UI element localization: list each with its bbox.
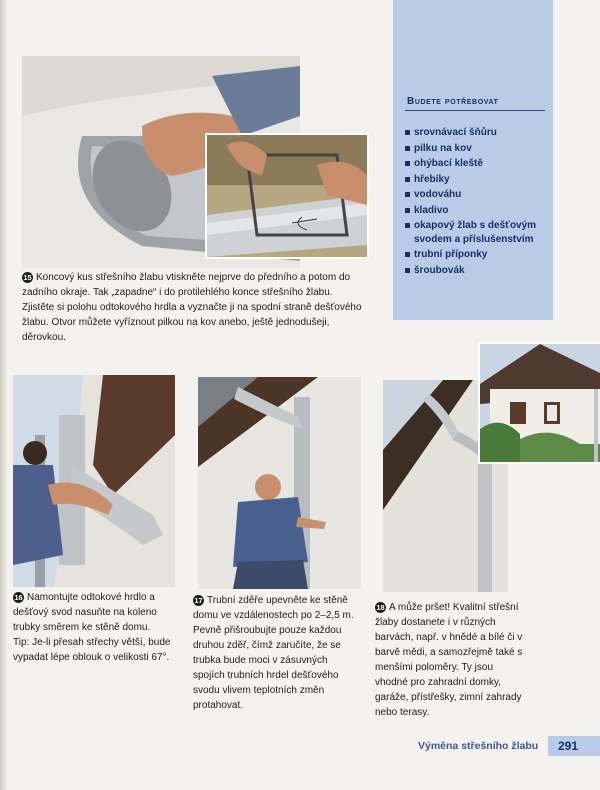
bullet-square-icon bbox=[405, 130, 410, 135]
bullet-square-icon bbox=[405, 146, 410, 151]
tool-item: ohýbací kleště bbox=[405, 157, 550, 171]
page-binding-edge bbox=[0, 0, 8, 790]
photo-hacksaw-cutting bbox=[205, 133, 369, 259]
step-number-badge: 18 bbox=[376, 603, 385, 612]
step-17-text: Trubní zděře upevněte ke stěně domu ve vzdálenostech po 2–2,5 m. Pevně přišroubujte pouze každou druhou zděř, čímž zaručíte, že se trubka bude moci v zásuvných spojích trubních hrdel dešťového svodu vlivem teplotních změn protahovat. bbox=[193, 595, 354, 711]
tools-needed-box bbox=[393, 0, 553, 320]
step-16-caption bbox=[13, 590, 178, 665]
photo-pipe-bracket bbox=[198, 377, 361, 589]
tools-list bbox=[405, 126, 550, 279]
step-18-caption bbox=[375, 600, 525, 720]
step-15-caption bbox=[22, 270, 367, 345]
tool-item: trubní příponky bbox=[405, 248, 550, 262]
step-number-badge: 17 bbox=[194, 596, 203, 605]
step-number-badge: 15 bbox=[23, 273, 32, 282]
section-footer-title: Výměna střešního žlabu bbox=[418, 740, 539, 752]
bullet-square-icon bbox=[405, 208, 410, 213]
bullet-square-icon bbox=[405, 177, 410, 182]
step-16-tip: Tip: Je-li přesah střechy větší, bude vypadat lépe oblouk o velikosti 67°. bbox=[13, 637, 171, 663]
bullet-square-icon bbox=[405, 161, 410, 166]
step-16-text: Namontujte odtokové hrdlo a dešťový svod nasuňte na koleno trubky směrem ke stěně domu. bbox=[13, 592, 157, 633]
tool-item: vodováhu bbox=[405, 188, 550, 202]
step-17-caption bbox=[193, 593, 361, 713]
bullet-square-icon bbox=[405, 223, 410, 228]
tool-item: hřebíky bbox=[405, 173, 550, 187]
tool-item: kladivo bbox=[405, 204, 550, 218]
step-18-text: A může pršet! Kvalitní střešní žlaby dostanete i v různých barvách, např. v hnědé a bílé či v barvě mědi, a samozřejmě také s menšími poloměry. Ty jsou vhodné pro zahradní domky, garáže, přístřešky, zimní zahrady nebo terasy. bbox=[375, 602, 523, 718]
bullet-square-icon bbox=[405, 268, 410, 273]
step-15-text: Koncový kus střešního žlabu vtiskněte nejprve do předního a potom do zadního okraje. Tak „zapadne“ i do protilehlého konce střešního žlabu. Zjistěte si polohu odtokového hrdla a vyznačte ji na spodní straně dešťového žlabu. Otvor můžete vyříznout pilkou na kov anebo, ještě jednodušeji, děrovkou. bbox=[22, 272, 362, 343]
bullet-square-icon bbox=[405, 192, 410, 197]
step-number-badge: 16 bbox=[14, 593, 23, 602]
tool-item: srovnávací šňůru bbox=[405, 126, 550, 140]
bullet-square-icon bbox=[405, 252, 410, 257]
tool-item: šroubovák bbox=[405, 264, 550, 278]
tools-divider bbox=[405, 110, 545, 111]
page-number: 291 bbox=[558, 739, 579, 753]
tool-item: okapový žlab s dešťovým svodem a příslušenstvím bbox=[405, 219, 550, 246]
tool-item: pilku na kov bbox=[405, 142, 550, 156]
photo-house bbox=[478, 342, 600, 464]
page-number-box bbox=[548, 736, 600, 756]
photo-downpipe-elbow bbox=[13, 375, 175, 587]
tools-title: Budete potřebovat bbox=[407, 96, 499, 107]
